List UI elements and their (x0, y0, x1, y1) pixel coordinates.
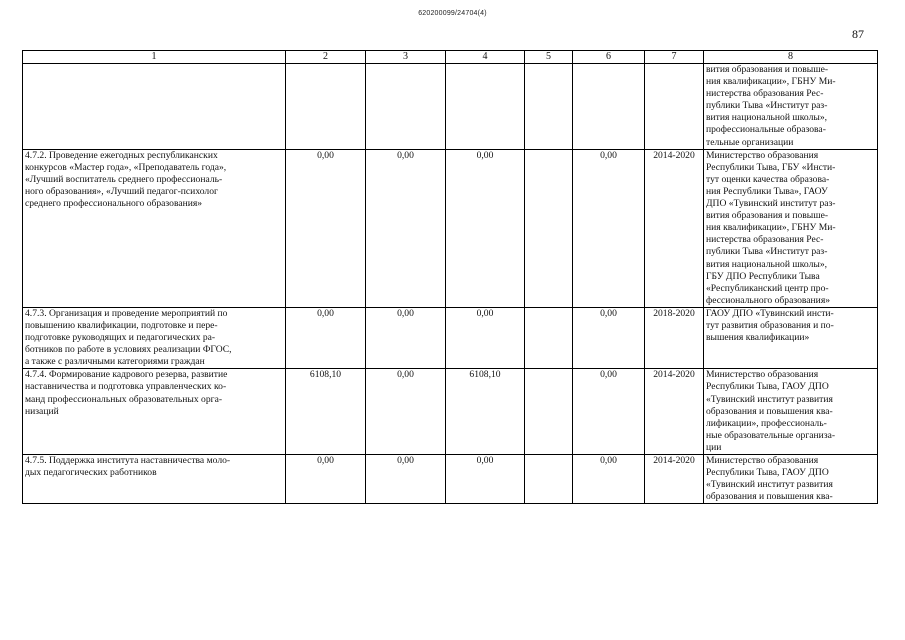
period-cell: 2014-2020 (645, 149, 704, 307)
executor-line: вышения квалификации» (706, 332, 810, 344)
description-line: ного образования», «Лучший педагог-психолог (25, 185, 218, 197)
executor-line: «Тувинский институт развития (706, 479, 833, 491)
amount-cell-c5 (525, 149, 573, 307)
table-row (23, 64, 878, 150)
description-line: дых педагогических работников (25, 467, 157, 479)
program-table (22, 50, 878, 504)
amount-cell-c3: 0,00 (366, 307, 446, 368)
measure-description (23, 307, 286, 368)
executor-line: нистерства образования Рес- (706, 234, 824, 246)
executor-line: ции (706, 441, 722, 453)
amount-cell-c3: 0,00 (366, 149, 446, 307)
executor-line: вития национальной школы», (706, 258, 828, 270)
executor-cell (704, 64, 878, 150)
amount-cell-c3: 0,00 (366, 455, 446, 504)
measure-description (23, 149, 286, 307)
amount-cell-c5 (525, 455, 573, 504)
executor-cell (704, 307, 878, 368)
amount-cell-c6: 0,00 (573, 369, 645, 455)
amount-cell-c5 (525, 307, 573, 368)
executor-line: нистерства образования Рес- (706, 88, 824, 100)
executor-line: вития образования и повыше- (706, 64, 829, 75)
description-line: 4.7.3. Организация и проведение мероприятий по (25, 307, 228, 319)
header-row (23, 51, 878, 64)
description-line: повышению квалификации, подготовке и пере- (25, 319, 218, 331)
executor-line: образования и повышения ква- (706, 491, 833, 503)
executor-line: ния квалификации», ГБНУ Ми- (706, 222, 836, 234)
executor-cell (704, 369, 878, 455)
table-row (23, 369, 878, 455)
description-line: 4.7.4. Формирование кадрового резерва, развитие (25, 369, 228, 381)
amount-cell-c2: 0,00 (286, 455, 366, 504)
description-line: 4.7.2. Проведение ежегодных республиканских (25, 149, 218, 161)
column-header: 7 (645, 51, 704, 64)
amount-cell-c4: 0,00 (446, 455, 525, 504)
amount-cell-c4: 0,00 (446, 307, 525, 368)
executor-line: ния квалификации», ГБНУ Ми- (706, 76, 836, 88)
executor-line: публики Тыва «Институт раз- (706, 246, 828, 258)
amount-cell-c4: 6108,10 (446, 369, 525, 455)
column-header: 5 (525, 51, 573, 64)
measure-description (23, 369, 286, 455)
amount-cell-c5 (525, 64, 573, 150)
executor-line: образования и повышения ква- (706, 405, 833, 417)
executor-cell (704, 455, 878, 504)
executor-line: тут развития образования и по- (706, 319, 834, 331)
executor-line: профессиональные образова- (706, 124, 826, 136)
executor-line: Республики Тыва, ГАОУ ДПО (706, 467, 829, 479)
period-cell: 2014-2020 (645, 369, 704, 455)
amount-cell-c6: 0,00 (573, 149, 645, 307)
executor-cell (704, 149, 878, 307)
amount-cell-c2: 6108,10 (286, 369, 366, 455)
description-line: низаций (25, 405, 59, 417)
measure-description (23, 455, 286, 504)
executor-line: «Республиканский центр про- (706, 282, 829, 294)
period-cell: 2014-2020 (645, 455, 704, 504)
description-line: подготовке руководящих и педагогических ра- (25, 332, 216, 344)
description-line: 4.7.5. Поддержка института наставничества моло- (25, 455, 231, 466)
executor-line: Министерство образования (706, 455, 819, 466)
executor-line: Министерство образования (706, 369, 819, 381)
executor-line: фессионального образования» (706, 294, 831, 306)
description-line: конкурсов «Мастер года», «Преподаватель года», (25, 161, 227, 173)
executor-line: ГАОУ ДПО «Тувинский инсти- (706, 307, 834, 319)
amount-cell-c6: 0,00 (573, 307, 645, 368)
amount-cell-c4 (446, 64, 525, 150)
amount-cell-c6: 0,00 (573, 455, 645, 504)
amount-cell-c3 (366, 64, 446, 150)
description-line: среднего профессионального образования» (25, 198, 203, 210)
document-id: 620200099/24704(4) (418, 10, 487, 17)
column-header: 1 (23, 51, 286, 64)
executor-line: ДПО «Тувинский институт раз- (706, 198, 836, 210)
table-row (23, 307, 878, 368)
executor-line: лификации», профессиональ- (706, 417, 827, 429)
column-header: 2 (286, 51, 366, 64)
column-header: 6 (573, 51, 645, 64)
column-header: 4 (446, 51, 525, 64)
executor-line: тут оценки качества образова- (706, 173, 830, 185)
executor-line: вития образования и повыше- (706, 210, 829, 222)
executor-line: Республики Тыва, ГАОУ ДПО (706, 381, 829, 393)
period-cell (645, 64, 704, 150)
page-number: 87 (852, 27, 864, 41)
executor-line: ГБУ ДПО Республики Тыва (706, 270, 820, 282)
executor-line: тельные организации (706, 136, 794, 148)
executor-line: «Тувинский институт развития (706, 393, 833, 405)
executor-line: ния Республики Тыва», ГАОУ (706, 185, 828, 197)
column-header: 8 (704, 51, 878, 64)
executor-line: вития национальной школы», (706, 112, 828, 124)
period-cell: 2018-2020 (645, 307, 704, 368)
executor-line: публики Тыва «Институт раз- (706, 100, 828, 112)
table-row (23, 149, 878, 307)
description-line: а также с различными категориями граждан (25, 356, 205, 368)
amount-cell-c4: 0,00 (446, 149, 525, 307)
executor-line: Министерство образования (706, 149, 819, 161)
description-line: манд профессиональных образовательных орга- (25, 393, 223, 405)
column-header: 3 (366, 51, 446, 64)
measure-description (23, 64, 286, 150)
amount-cell-c2: 0,00 (286, 149, 366, 307)
description-line: ботников по работе в условиях реализации ФГОС, (25, 344, 232, 356)
description-line: «Лучший воспитатель среднего профессиональ- (25, 173, 223, 185)
amount-cell-c6 (573, 64, 645, 150)
amount-cell-c2: 0,00 (286, 307, 366, 368)
amount-cell-c3: 0,00 (366, 369, 446, 455)
table-row (23, 455, 878, 504)
amount-cell-c2 (286, 64, 366, 150)
description-line: наставничества и подготовка управленческих ко- (25, 381, 227, 393)
executor-line: ные образовательные организа- (706, 429, 836, 441)
amount-cell-c5 (525, 369, 573, 455)
executor-line: Республики Тыва, ГБУ «Инсти- (706, 161, 836, 173)
